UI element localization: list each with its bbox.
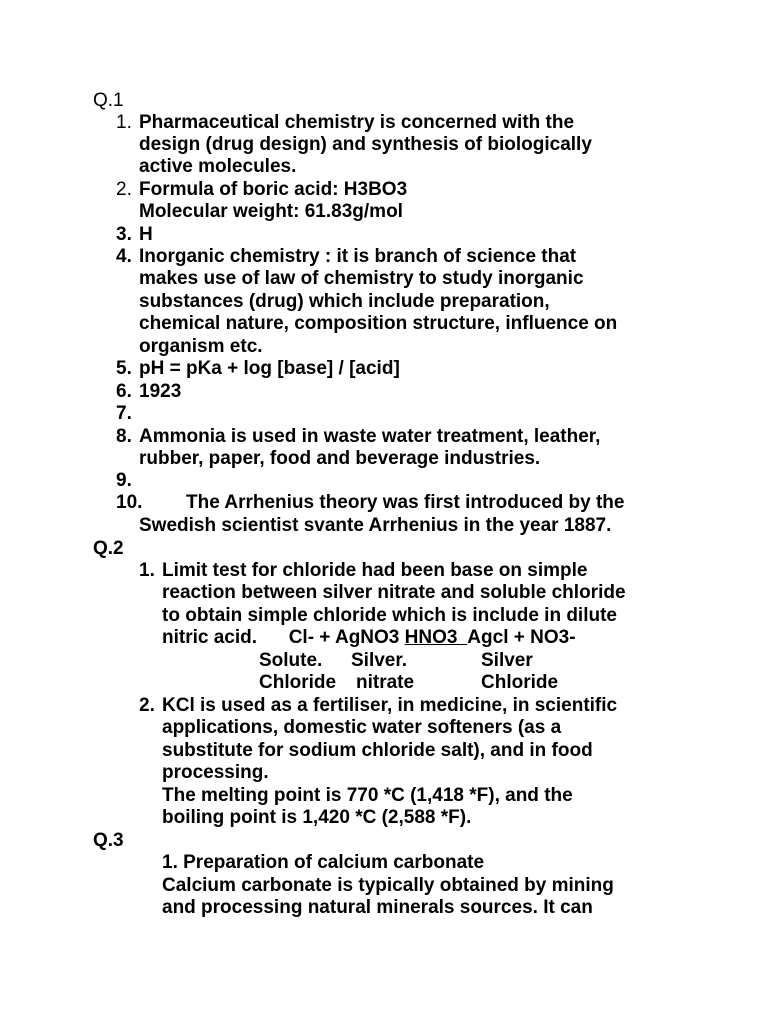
q2-item-2-line-6: boiling point is 1,420 *C (2,588 *F). — [162, 807, 472, 828]
reaction-reagent: HNO3 — [404, 627, 468, 648]
q3-line-1: 1. Preparation of calcium carbonate — [162, 852, 485, 873]
q1-item-8-line-2: rubber, paper, food and beverage industries. — [139, 448, 541, 469]
q1-item-5-line-1: pH = pKa + log [base] / [acid] — [139, 358, 400, 379]
q1-item-4-number: 4. — [116, 246, 132, 267]
q1-item-1-line-1: Pharmaceutical chemistry is concerned with the — [139, 112, 575, 133]
q1-item-9-number: 9. — [116, 470, 132, 491]
q1-item-10-line-1: The Arrhenius theory was first introduced by the — [186, 492, 625, 513]
q2-item-2-line-2: applications, domestic water softeners (as a — [162, 717, 562, 738]
label-chloride-product: Chloride — [481, 672, 559, 693]
q1-item-7-number: 7. — [116, 403, 132, 424]
q2-item-1-line-3: to obtain simple chloride which is include in dilute — [162, 605, 617, 626]
q2-item-1-reaction — [162, 627, 576, 649]
q1-item-4-line-3: substances (drug) which include preparation, — [139, 291, 550, 312]
q1-item-2-number: 2. — [116, 179, 132, 200]
q3-line-2: Calcium carbonate is typically obtained by mining — [162, 875, 614, 896]
reaction-prefix: nitric acid. Cl- + AgNO3 — [162, 627, 405, 648]
q1-item-4-line-4: chemical nature, composition structure, influence on — [139, 313, 618, 334]
label-chloride-reactant: Chloride — [259, 672, 337, 693]
q1-item-6-number: 6. — [116, 381, 132, 402]
q2-item-2-line-3: substitute for sodium chloride salt), and in food — [162, 740, 593, 761]
q3-heading: Q.3 — [93, 830, 124, 851]
q1-heading: Q.1 — [93, 90, 124, 111]
q3-line-3: and processing natural minerals sources. It can — [162, 897, 593, 918]
q2-item-2-line-5: The melting point is 770 *C (1,418 *F), and the — [162, 785, 573, 806]
q1-item-1-line-3: active molecules. — [139, 156, 297, 177]
q1-item-3-number: 3. — [116, 224, 132, 245]
q2-item-1-line-1: Limit test for chloride had been base on simple — [162, 560, 588, 581]
q1-item-8-number: 8. — [116, 426, 132, 447]
q1-item-10-number: 10. — [116, 492, 143, 513]
q2-item-2-line-4: processing. — [162, 762, 269, 783]
reaction-suffix: Agcl + NO3- — [467, 627, 576, 648]
label-solute: Solute. — [259, 650, 323, 671]
q1-item-2-line-1: Formula of boric acid: H3BO3 — [139, 179, 408, 200]
label-nitrate: nitrate — [356, 672, 415, 693]
q2-item-1-line-2: reaction between silver nitrate and soluble chloride — [162, 582, 626, 603]
q1-item-3-line-1: H — [139, 224, 153, 245]
q1-item-6-line-1: 1923 — [139, 381, 182, 402]
label-silver-product: Silver — [481, 650, 533, 671]
q1-item-8-line-1: Ammonia is used in waste water treatment, leather, — [139, 426, 601, 447]
q2-heading: Q.2 — [93, 538, 124, 559]
q1-item-1-number: 1. — [116, 112, 132, 133]
label-silver-reactant: Silver. — [351, 650, 407, 671]
q1-item-1-line-2: design (drug design) and synthesis of biologically — [139, 134, 592, 155]
q1-item-10-line-2: Swedish scientist svante Arrhenius in the year 1887. — [139, 515, 612, 536]
q1-item-4-line-1: Inorganic chemistry : it is branch of science that — [139, 246, 577, 267]
q2-item-1-number: 1. — [139, 560, 155, 581]
q2-item-2-number: 2. — [139, 695, 155, 716]
q1-item-2-line-2: Molecular weight: 61.83g/mol — [139, 201, 403, 222]
q2-item-2-line-1: KCl is used as a fertiliser, in medicine, in scientific — [162, 695, 618, 716]
q1-item-5-number: 5. — [116, 358, 132, 379]
q1-item-4-line-2: makes use of law of chemistry to study inorganic — [139, 268, 584, 289]
q1-item-4-line-5: organism etc. — [139, 336, 263, 357]
